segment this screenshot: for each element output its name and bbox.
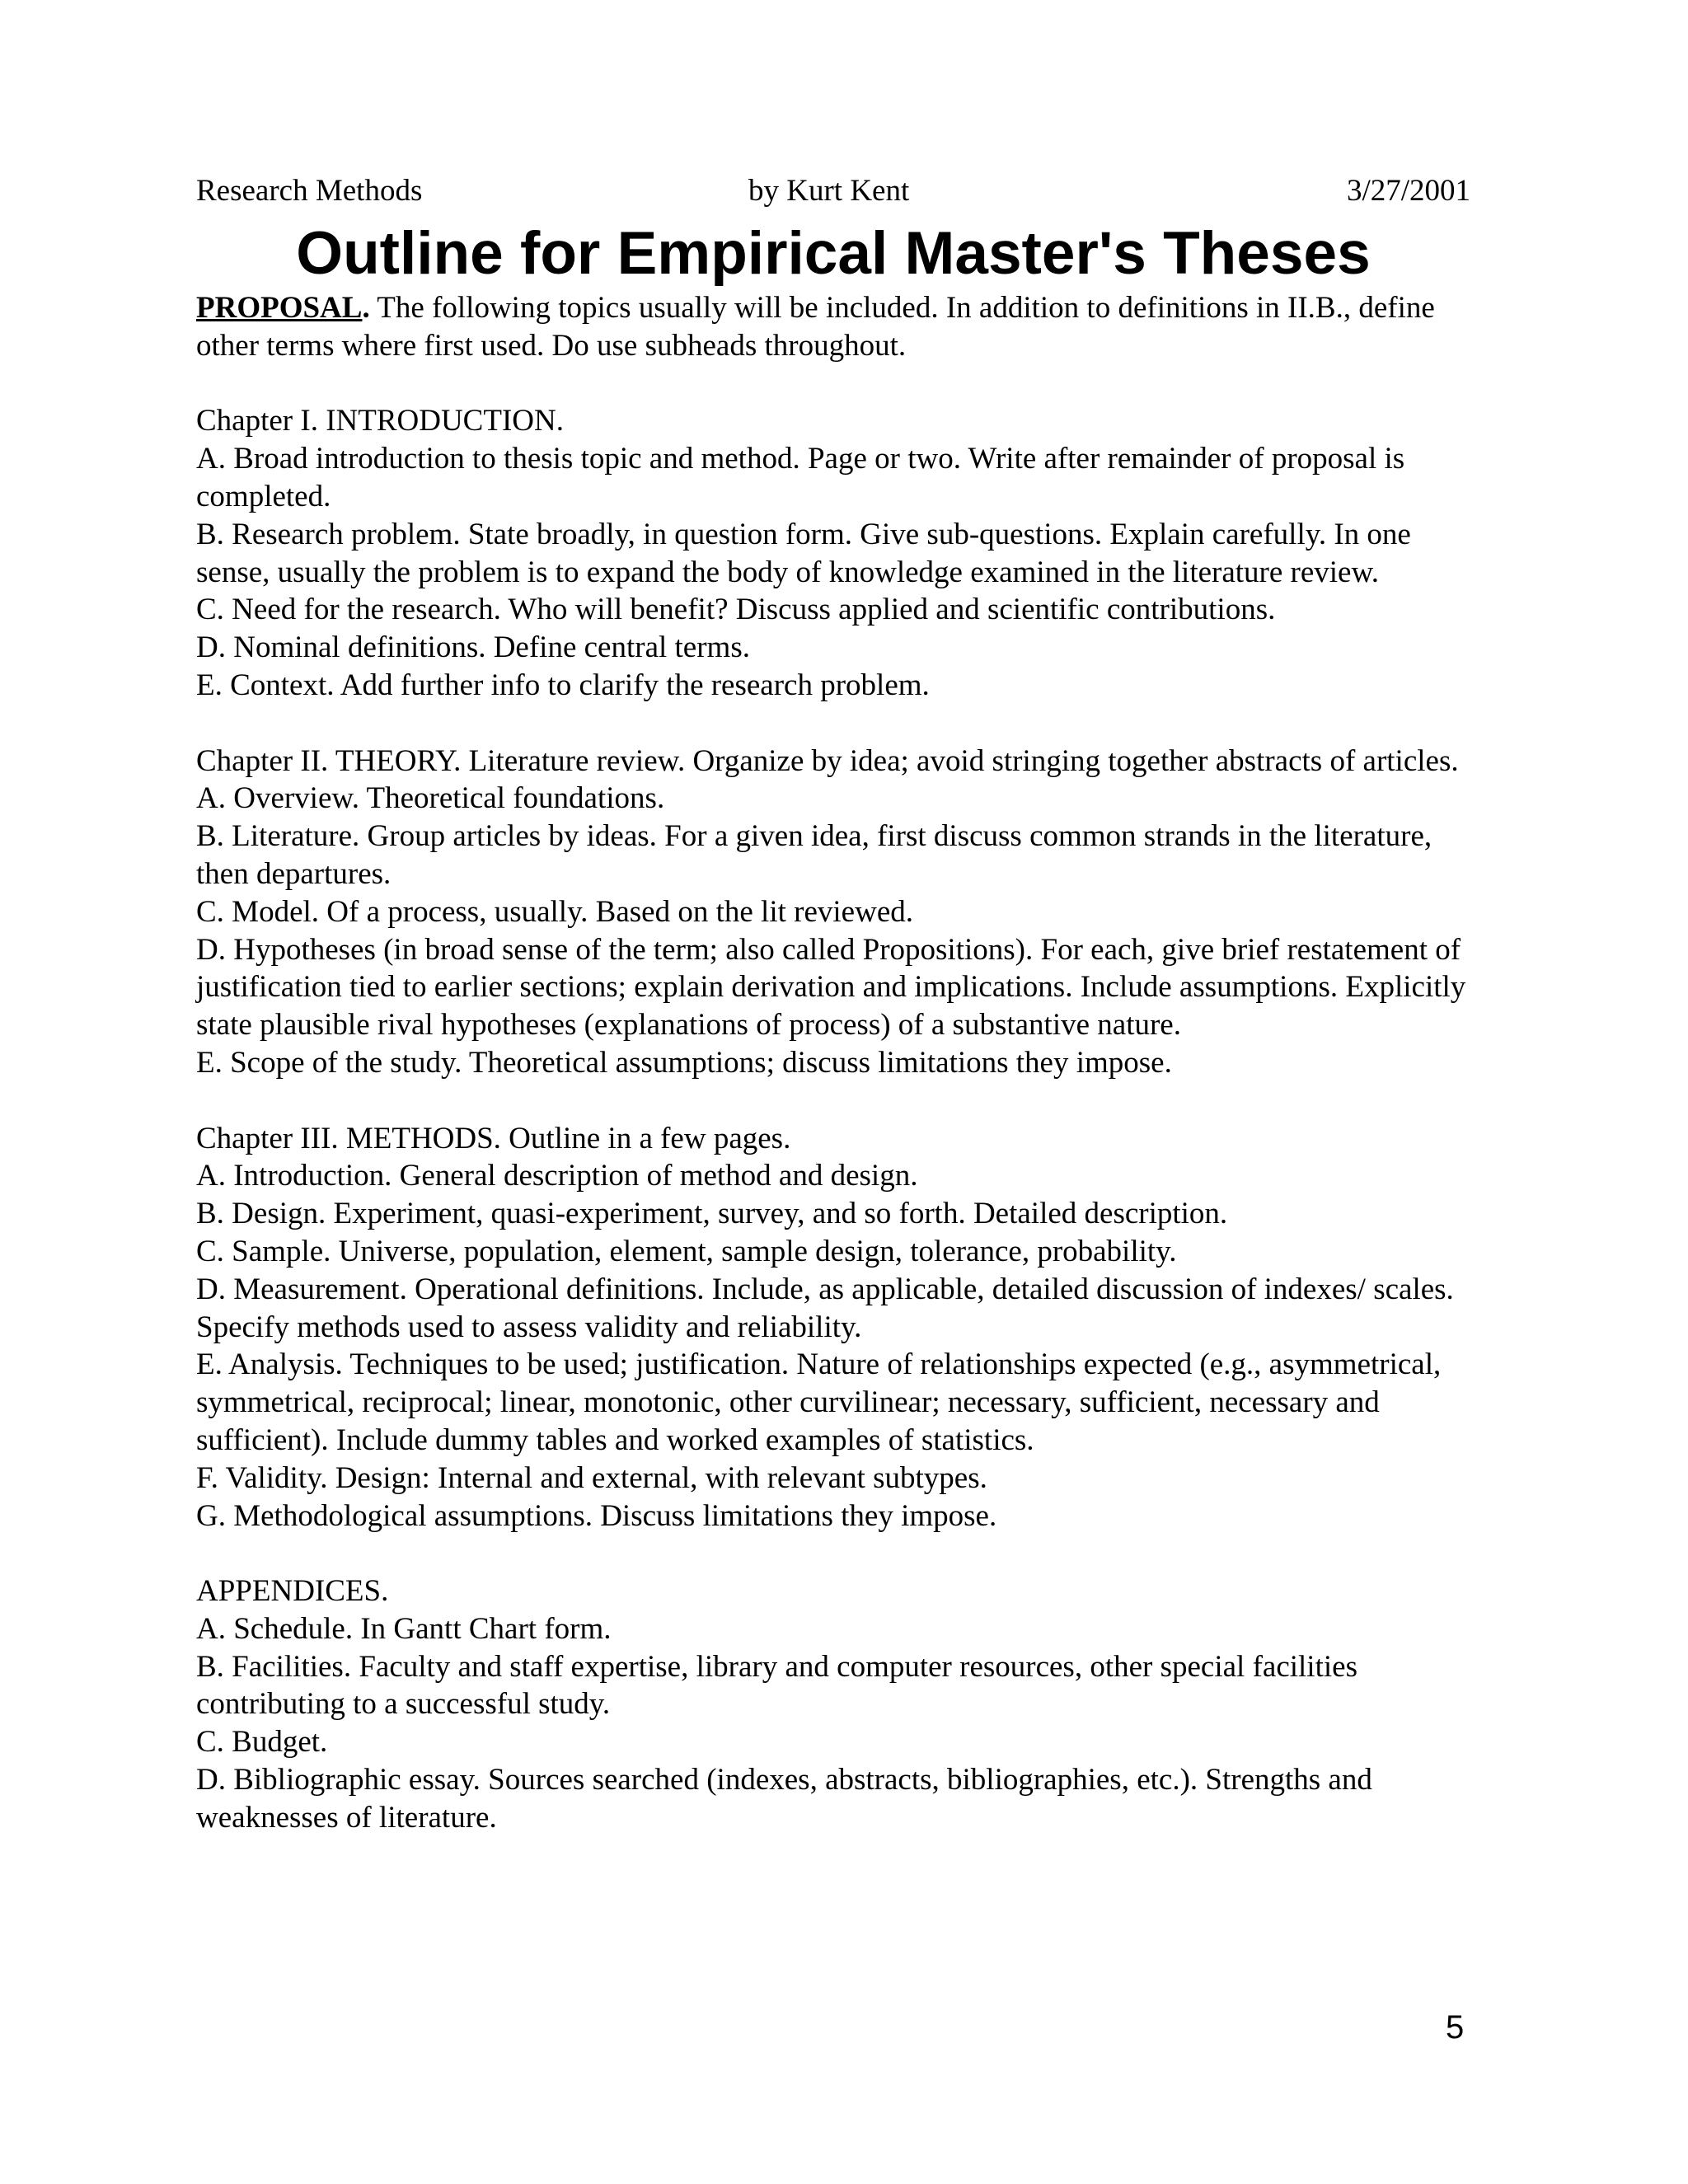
proposal-intro (196, 289, 1470, 365)
document-body (196, 289, 1470, 1837)
proposal-text: The following topics usually will be included. In addition to definitions in II.B., define other terms where first used. Do use subheads throughout. (196, 291, 1435, 363)
page-title: Outline for Empirical Master's Theses (296, 220, 1371, 287)
outline-item: C. Budget. (196, 1725, 328, 1760)
outline-item: G. Methodological assumptions. Discuss limitations they impose. (196, 1498, 997, 1533)
outline-item: B. Design. Experiment, quasi-experiment, survey, and so forth. Detailed description. (196, 1197, 1228, 1231)
section-methods (196, 1120, 1470, 1535)
header-date: 3/27/2001 (1346, 174, 1470, 208)
outline-item: A. Broad introduction to thesis topic and method. Page or two. Write after remainder of proposal is completed. (196, 442, 1405, 513)
section-heading: Chapter II. THEORY. Literature review. Organize by idea; avoid stringing together abstracts of articles. (196, 743, 1459, 778)
outline-item: E. Context. Add further info to clarify the research problem. (196, 668, 930, 702)
section-introduction (196, 402, 1470, 704)
outline-item: F. Validity. Design: Internal and external, with relevant subtypes. (196, 1460, 987, 1495)
outline-item: B. Research problem. State broadly, in question form. Give sub-questions. Explain carefully. In one sense, usually the problem is to expand the body of knowledge examined in the literature review. (196, 517, 1411, 589)
header-author: by Kurt Kent (748, 174, 910, 208)
proposal-label-period: . (362, 291, 370, 325)
page-number: 5 (1446, 2009, 1465, 2046)
outline-item: C. Model. Of a process, usually. Based on the lit reviewed. (196, 894, 913, 929)
outline-item: C. Need for the research. Who will benefit? Discuss applied and scientific contributions. (196, 593, 1276, 627)
proposal-label: PROPOSAL (196, 291, 363, 325)
outline-item: B. Literature. Group articles by ideas. For a given idea, first discuss common strands in the literature, then departures. (196, 819, 1432, 891)
section-appendices (196, 1572, 1470, 1837)
section-heading: Chapter III. METHODS. Outline in a few pages. (196, 1121, 791, 1155)
outline-item: A. Overview. Theoretical foundations. (196, 781, 665, 816)
outline-item: C. Sample. Universe, population, element, sample design, tolerance, probability. (196, 1234, 1177, 1268)
document-page (196, 166, 1470, 1837)
outline-item: D. Bibliographic essay. Sources searched (indexes, abstracts, bibliographies, etc.). Strengths and weaknesses of literature. (196, 1763, 1372, 1835)
outline-item: D. Nominal definitions. Define central terms. (196, 630, 750, 665)
outline-item: D. Measurement. Operational definitions. Include, as applicable, detailed discussion of indexes/ scales. Specify methods used to assess validity and reliability. (196, 1272, 1454, 1344)
outline-item: D. Hypotheses (in broad sense of the term; also called Propositions). For each, give brief restatement of justification tied to earlier sections; explain derivation and implications. Include assumptions. Explicitly state plausible rival hypotheses (explanations of process) of a substantive nature. (196, 932, 1466, 1043)
header-course: Research Methods (196, 174, 423, 208)
section-heading: Chapter I. INTRODUCTION. (196, 404, 564, 438)
paragraph-gap (196, 1082, 1470, 1120)
outline-item: A. Introduction. General description of method and design. (196, 1159, 918, 1193)
running-header (196, 166, 1470, 216)
paragraph-gap (196, 1535, 1470, 1572)
section-theory (196, 743, 1470, 1082)
outline-item: A. Schedule. In Gantt Chart form. (196, 1611, 612, 1646)
section-heading: APPENDICES. (196, 1574, 389, 1609)
outline-item: E. Analysis. Techniques to be used; justification. Nature of relationships expected (e.g., asymmetrical, symmetrical, reciprocal; linear, monotonic, other curvilinear; necessary, sufficient, necessary and sufficient). Include dummy tables and worked examples of statistics. (196, 1347, 1442, 1457)
outline-item: E. Scope of the study. Theoretical assumptions; discuss limitations they impose. (196, 1045, 1172, 1080)
outline-item: B. Facilities. Faculty and staff expertise, library and computer resources, other special facilities contributing to a successful study. (196, 1649, 1357, 1722)
paragraph-gap (196, 705, 1470, 743)
paragraph-gap (196, 365, 1470, 403)
